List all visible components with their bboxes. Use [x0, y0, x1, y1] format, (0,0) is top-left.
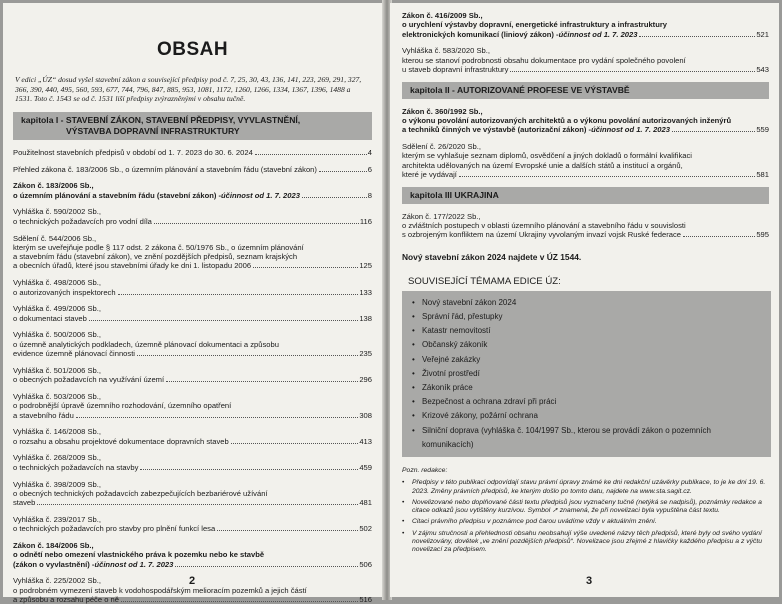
related-topic-item — [412, 353, 763, 367]
toc-page-number: 125 — [359, 261, 372, 271]
toc-page-number: 4 — [367, 147, 372, 157]
toc-entry-line: Vyhláška č. 590/2002 Sb., — [13, 207, 101, 217]
toc-list-right-top — [402, 11, 769, 74]
toc-page-number: 459 — [359, 462, 372, 472]
toc-entry — [13, 330, 372, 358]
related-topic-label: Veřejné zakázky — [422, 354, 481, 364]
toc-entry-title — [13, 191, 368, 200]
note-text: Novelizované nebo doplňované části textu předpisů jsou vyznačeny tučně (netýká se nadpisů), poznámky redakce a citace odkazů jsou vytištěny kurzívou. Symbol ➚ znamená, že při novelizaci byla vypuštěna část textu. — [412, 498, 762, 515]
note-text: V zájmu stručnosti a přehlednosti obsahu neobsahují výše uvedené názvy těch předpisů, které byly od svého vydání novelizovány, dovětek „ve znění pozdějších předpisů“. Novelizace jsou zřejmé z hlavičky každého předpisu a z výčtu novelizací za předpisem. — [412, 529, 763, 554]
toc-entry-last-line — [13, 375, 372, 384]
new-law-note: Nový stavební zákon 2024 najdete v ÚZ 1544. — [402, 251, 582, 262]
chapter-2-header: kapitola II - AUTORIZOVANÉ PROFESE VE VÝSTAVBĚ — [402, 82, 769, 99]
toc-entry — [13, 207, 372, 226]
toc-entry-line: o podrobném vymezení staveb k vodohospodářským melioracím pozemků a jejich částí — [13, 585, 307, 595]
related-topic-label: Správní řád, přestupky — [422, 311, 503, 321]
bullet-icon: • — [412, 411, 415, 421]
leader-dots — [37, 504, 358, 505]
toc-page-number: 506 — [359, 559, 372, 569]
toc-entry-line: kterou se stanoví podrobnosti obsahu dokumentace pro vydání společného povolení — [402, 55, 686, 65]
toc-entry-line: o zvláštních postupech v oblasti územního plánování a stavebního řádu v souvislosti — [402, 221, 686, 231]
bullet-icon: • — [412, 368, 415, 378]
note-item — [402, 530, 769, 555]
toc-entry — [13, 304, 372, 323]
toc-entry-title — [13, 463, 359, 472]
toc-page-number: 543 — [756, 64, 769, 74]
related-topic-item — [412, 338, 763, 352]
bullet-icon: • — [412, 354, 415, 364]
toc-entry-line: architekta udělovaných na území Evropské unie a dalších států a institucí a orgánů, — [402, 160, 683, 170]
toc-entry-text: Použitelnost stavebních předpisů v období od 1. 7. 2023 do 30. 6. 2024 — [13, 147, 253, 157]
related-topic-label: Občanský zákoník — [422, 340, 488, 350]
toc-entry-line: Vyhláška č. 398/2009 Sb., — [13, 479, 101, 489]
leader-dots — [217, 530, 358, 531]
bullet-icon: • — [412, 311, 415, 321]
leader-dots — [253, 267, 358, 268]
toc-page-number: 559 — [756, 125, 769, 135]
leader-dots — [154, 223, 359, 224]
toc-entry-title — [13, 437, 359, 446]
leader-dots — [510, 71, 755, 72]
related-topic-label: Silniční doprava (vyhláška č. 104/1997 Sb., kterou se provádí zákon o pozemních komunikacích) — [421, 425, 712, 449]
toc-entry-last-line — [13, 314, 372, 323]
toc-entry-line: o obecných technických požadavcích zabezpečujících bezbariérové užívání — [13, 488, 268, 498]
bullet-icon: • — [412, 340, 415, 350]
leader-dots — [255, 154, 367, 155]
toc-entry-last-line — [13, 217, 372, 226]
toc-entry-title — [13, 411, 359, 420]
bullet-icon: • — [402, 529, 405, 537]
related-topic-item — [412, 310, 763, 324]
toc-entry-line: o výkonu povolání autorizovaných architektů a o výkonu povolání autorizovaných inženýrů — [402, 116, 732, 126]
toc-entry-title — [13, 349, 359, 358]
related-topic-label: Krizové zákony, požární ochrana — [422, 411, 538, 421]
toc-entry-title — [13, 288, 359, 297]
effective-date: účinnost od 1. 7. 2023 — [591, 125, 670, 135]
toc-page-number: 581 — [756, 170, 769, 180]
toc-entry-line: Zákon č. 183/2006 Sb., — [13, 181, 94, 191]
toc-entry — [13, 392, 372, 420]
toc-entry-title — [13, 165, 368, 174]
toc-entry — [402, 46, 769, 74]
leader-dots — [319, 171, 367, 172]
toc-entry-title — [13, 498, 359, 507]
toc-entry — [13, 234, 372, 271]
toc-entry-last-line — [402, 230, 769, 239]
toc-entry-text: u staveb dopravní infrastruktury — [402, 64, 509, 74]
chapter-1-line-2: VÝSTAVBA DOPRAVNÍ INFRASTRUKTURY — [66, 125, 240, 136]
toc-entry-line: Vyhláška č. 500/2006 Sb., — [13, 330, 101, 340]
toc-entry-title — [402, 65, 756, 74]
toc-entry — [13, 541, 372, 569]
page-number-right: 3 — [586, 575, 593, 587]
toc-page-number: 481 — [359, 498, 372, 508]
toc-entry-line: Vyhláška č. 268/2009 Sb., — [13, 453, 101, 463]
toc-entry-text: o územním plánování a stavebním řádu (stavební zákon) - — [13, 190, 222, 200]
toc-list-right-bot — [402, 212, 769, 240]
toc-entry — [13, 165, 372, 174]
note-text: Předpisy v této publikaci odpovídají stavu právní úpravy známé ke dni redakční uzávěrky publikace, to je ke dni 19. 6. 2023. Změny právních předpisů, ke kterým došlo po tomto datu, najdete na www.sta.sagit.cz. — [412, 479, 766, 495]
leader-dots — [672, 131, 755, 132]
related-topic-label: Zákoník práce — [422, 382, 473, 392]
toc-page-number: 595 — [756, 230, 769, 240]
toc-entry-title — [13, 261, 359, 270]
toc-entry-line: o podrobnější úpravě územního rozhodování, územního opatření — [13, 401, 232, 411]
toc-entry-last-line — [13, 560, 372, 569]
toc-entry-title — [13, 375, 359, 384]
toc-entry-last-line — [13, 148, 372, 157]
toc-entry-line: Vyhláška č. 501/2006 Sb., — [13, 365, 101, 375]
toc-page-number: 516 — [359, 594, 372, 604]
editorial-notes — [402, 467, 769, 555]
toc-entry-title — [402, 170, 756, 179]
toc-entry-text: o technických požadavcích pro vodní díla — [13, 216, 152, 226]
toc-entry-line: o urychlení výstavby dopravní, energetické infrastruktury a infrastruktury — [402, 20, 668, 30]
toc-page-number: 6 — [367, 164, 372, 174]
leader-dots — [639, 36, 755, 37]
chapter-3-header: kapitola III UKRAJINA — [402, 187, 769, 204]
bullet-icon: • — [402, 479, 405, 487]
related-topic-label: Katastr nemovitostí — [422, 326, 491, 336]
related-topic-label: Životní prostředí — [422, 368, 480, 378]
leader-dots — [683, 236, 755, 237]
leader-dots — [121, 601, 358, 602]
toc-entry-line: kterým se uveřejňuje podle § 117 odst. 2 zákona č. 50/1976 Sb., o územním plánování — [13, 242, 304, 252]
toc-entry-text: o technických požadavcích na stavby — [13, 462, 139, 472]
toc-entry — [13, 148, 372, 157]
related-topic-label: Bezpečnost a ochrana zdraví při práci — [422, 397, 557, 407]
toc-entry — [13, 427, 372, 446]
toc-entry-line: Sdělení č. 544/2006 Sb., — [13, 233, 97, 243]
toc-page-number: 296 — [359, 375, 372, 385]
toc-entry-text: elektronických komunikací (liniový zákon) - — [402, 29, 559, 39]
left-page — [3, 3, 384, 604]
toc-entry-line: kterým se vyhlašuje seznam diplomů, osvědčení a jiných dokladů o formální kvalifikaci — [402, 151, 692, 161]
related-topic-item — [412, 367, 763, 381]
related-topic-item — [412, 424, 763, 452]
toc-entry-text: o dokumentaci staveb — [13, 313, 87, 323]
bullet-icon: • — [402, 498, 405, 506]
related-topic-item — [412, 296, 763, 310]
effective-date: účinnost od 1. 7. 2023 — [94, 559, 174, 569]
bullet-icon: • — [412, 297, 415, 307]
toc-entry-last-line — [402, 30, 769, 39]
bullet-icon: • — [412, 397, 415, 407]
toc-entry-text: o rozsahu a obsahu projektové dokumentace dopravních staveb — [13, 436, 229, 446]
related-topics-title: SOUVISEJÍCÍ TÉMAMA EDICE ÚZ: — [408, 275, 561, 287]
toc-page-number: 413 — [359, 436, 372, 446]
toc-entry-text: a stavebního řádu — [13, 410, 74, 420]
toc-entry — [13, 480, 372, 508]
bullet-icon: • — [412, 382, 415, 392]
toc-entry-title — [402, 230, 756, 239]
toc-entry-line: Vyhláška č. 146/2008 Sb., — [13, 427, 101, 437]
toc-entry — [402, 11, 769, 39]
page-number-left: 2 — [189, 575, 196, 587]
toc-entry-last-line — [13, 437, 372, 446]
leader-dots — [302, 197, 367, 198]
leader-dots — [231, 443, 359, 444]
bullet-icon: • — [402, 518, 405, 526]
toc-entry-line: Vyhláška č. 225/2002 Sb., — [13, 576, 101, 586]
note-item — [402, 499, 769, 516]
toc-entry-text: o technických požadavcích pro stavby pro plnění funkcí lesa — [13, 524, 216, 534]
toc-entry-last-line — [13, 191, 372, 200]
related-topic-item — [412, 324, 763, 338]
toc-entry-line: Vyhláška č. 583/2020 Sb., — [402, 46, 490, 56]
toc-entry — [13, 453, 372, 472]
toc-entry-last-line — [13, 261, 372, 270]
toc-entry-last-line — [13, 463, 372, 472]
chapter-1-header — [13, 112, 372, 140]
toc-entry-last-line — [13, 595, 372, 604]
toc-entry-last-line — [13, 411, 372, 420]
toc-entry-last-line — [13, 288, 372, 297]
toc-entry-line: Zákon č. 177/2022 Sb., — [402, 211, 481, 221]
toc-entry — [402, 142, 769, 179]
toc-entry-line: Sdělení č. 26/2020 Sb., — [402, 142, 481, 152]
toc-entry-text: Přehled zákona č. 183/2006 Sb., o územním plánování a stavebním řádu (stavební zákon) — [13, 164, 317, 174]
toc-list-left — [13, 148, 372, 604]
leader-dots — [459, 176, 755, 177]
toc-entry-line: Vyhláška č. 498/2006 Sb., — [13, 278, 101, 288]
page-title: OBSAH — [156, 39, 229, 60]
toc-entry-line: Zákon č. 184/2006 Sb., — [13, 540, 94, 550]
toc-entry — [13, 515, 372, 534]
toc-entry-line: Vyhláška č. 499/2006 Sb., — [13, 304, 101, 314]
note-item — [402, 479, 769, 496]
toc-entry-line: o územně analytických podkladech, územně plánovací dokumentaci a způsobu — [13, 339, 279, 349]
toc-entry-title — [13, 314, 359, 323]
toc-entry-text: o autorizovaných inspektorech — [13, 287, 116, 297]
toc-list-right-mid — [402, 107, 769, 180]
toc-page-number: 138 — [359, 313, 372, 323]
note-item — [402, 518, 769, 526]
related-topic-item — [412, 409, 763, 423]
toc-entry — [13, 366, 372, 385]
toc-entry-text: a obecních úřadů, které jsou stavebními úřady ke dni 1. listopadu 2006 — [13, 261, 252, 271]
toc-page-number: 521 — [756, 29, 769, 39]
toc-entry — [13, 181, 372, 200]
effective-date: účinnost od 1. 7. 2023 — [221, 190, 300, 200]
chapter-1-line-1: kapitola I - STAVEBNÍ ZÁKON, STAVEBNÍ PŘEDPISY, VYVLASTNĚNÍ, — [21, 114, 301, 125]
toc-entry-text: a techniků činných ve výstavbě (autorizační zákon) - — [402, 125, 592, 135]
toc-entry-last-line — [13, 498, 372, 507]
toc-entry-text: staveb — [13, 498, 36, 508]
toc-entry-title — [402, 125, 756, 134]
toc-entry-text: a způsobu a rozsahu péče o ně — [13, 594, 119, 604]
leader-dots — [175, 566, 358, 567]
toc-entry-title — [402, 30, 756, 39]
toc-entry-text: o obecných požadavcích na využívání území — [13, 375, 165, 385]
toc-entry-line: Zákon č. 360/1992 Sb., — [402, 106, 483, 116]
toc-entry-title — [13, 148, 368, 157]
toc-entry-text: s ozbrojeným konfliktem na území Ukrajiny vyvolaným invazí vojsk Ruské federace — [402, 230, 681, 240]
toc-page-number: 235 — [359, 349, 372, 359]
leader-dots — [118, 294, 359, 295]
notes-heading: Pozn. redakce: — [402, 466, 448, 474]
toc-entry-last-line — [13, 165, 372, 174]
toc-entry-line: Zákon č. 416/2009 Sb., — [402, 11, 483, 20]
toc-page-number: 116 — [359, 216, 372, 226]
toc-entry-last-line — [402, 170, 769, 179]
toc-entry-line: Vyhláška č. 239/2017 Sb., — [13, 514, 101, 524]
effective-date: účinnost od 1. 7. 2023 — [558, 29, 638, 39]
toc-entry — [402, 107, 769, 135]
leader-dots — [76, 417, 359, 418]
toc-entry-last-line — [402, 65, 769, 74]
toc-entry-text: (zákon o vyvlastnění) - — [13, 559, 95, 569]
bullet-icon: • — [412, 326, 415, 336]
toc-page-number: 133 — [359, 287, 372, 297]
leader-dots — [89, 320, 358, 321]
toc-entry-title — [13, 595, 359, 604]
bullet-icon: • — [412, 425, 415, 435]
toc-entry-last-line — [13, 349, 372, 358]
toc-entry-title — [13, 560, 359, 569]
note-text: Citaci právního předpisu v poznámce pod čarou uvádíme vždy v aktuálním znění. — [412, 518, 657, 526]
intro-text: V edici „ÚZ“ dosud vyšel stavební zákon a související předpisy pod č. 7, 25, 30, 43, 136, 141, 223, 269, 291, 327, 366, 390, 440, 495, 560, 593, 677, 744, 796, 847, 885, 953, 1081, 1172, 1260, 1266, 1334, 1367, 1396, 1488 a 1531. Toto č. 1543 se od č. 1531 liší předpisy zvýrazněnými v obsahu tučně. — [15, 75, 362, 104]
toc-entry-text: evidence územně plánovací činnosti — [13, 349, 135, 359]
toc-entry-title — [13, 217, 360, 226]
toc-entry — [402, 212, 769, 240]
toc-entry — [13, 278, 372, 297]
toc-entry-text: které je vydávají — [402, 170, 457, 180]
leader-dots — [137, 355, 358, 356]
toc-entry-last-line — [13, 524, 372, 533]
toc-entry-line: o odnětí nebo omezení vlastnického práva k pozemku nebo ke stavbě — [13, 550, 265, 560]
toc-entry-line: Vyhláška č. 503/2006 Sb., — [13, 391, 101, 401]
toc-entry-line: a stavebním řádu (stavební zákon), ve znění pozdějších předpisů, seznam krajských — [13, 252, 298, 262]
leader-dots — [166, 381, 358, 382]
right-page — [390, 3, 779, 597]
related-topic-item — [412, 381, 763, 395]
toc-entry-title — [13, 524, 359, 533]
toc-page-number: 502 — [359, 524, 372, 534]
toc-page-number: 8 — [367, 190, 372, 200]
related-topic-item — [412, 395, 763, 409]
related-topic-label: Nový stavební zákon 2024 — [422, 297, 517, 307]
related-topics-box — [402, 291, 771, 457]
leader-dots — [140, 469, 358, 470]
toc-entry-last-line — [402, 125, 769, 134]
toc-page-number: 308 — [359, 410, 372, 420]
